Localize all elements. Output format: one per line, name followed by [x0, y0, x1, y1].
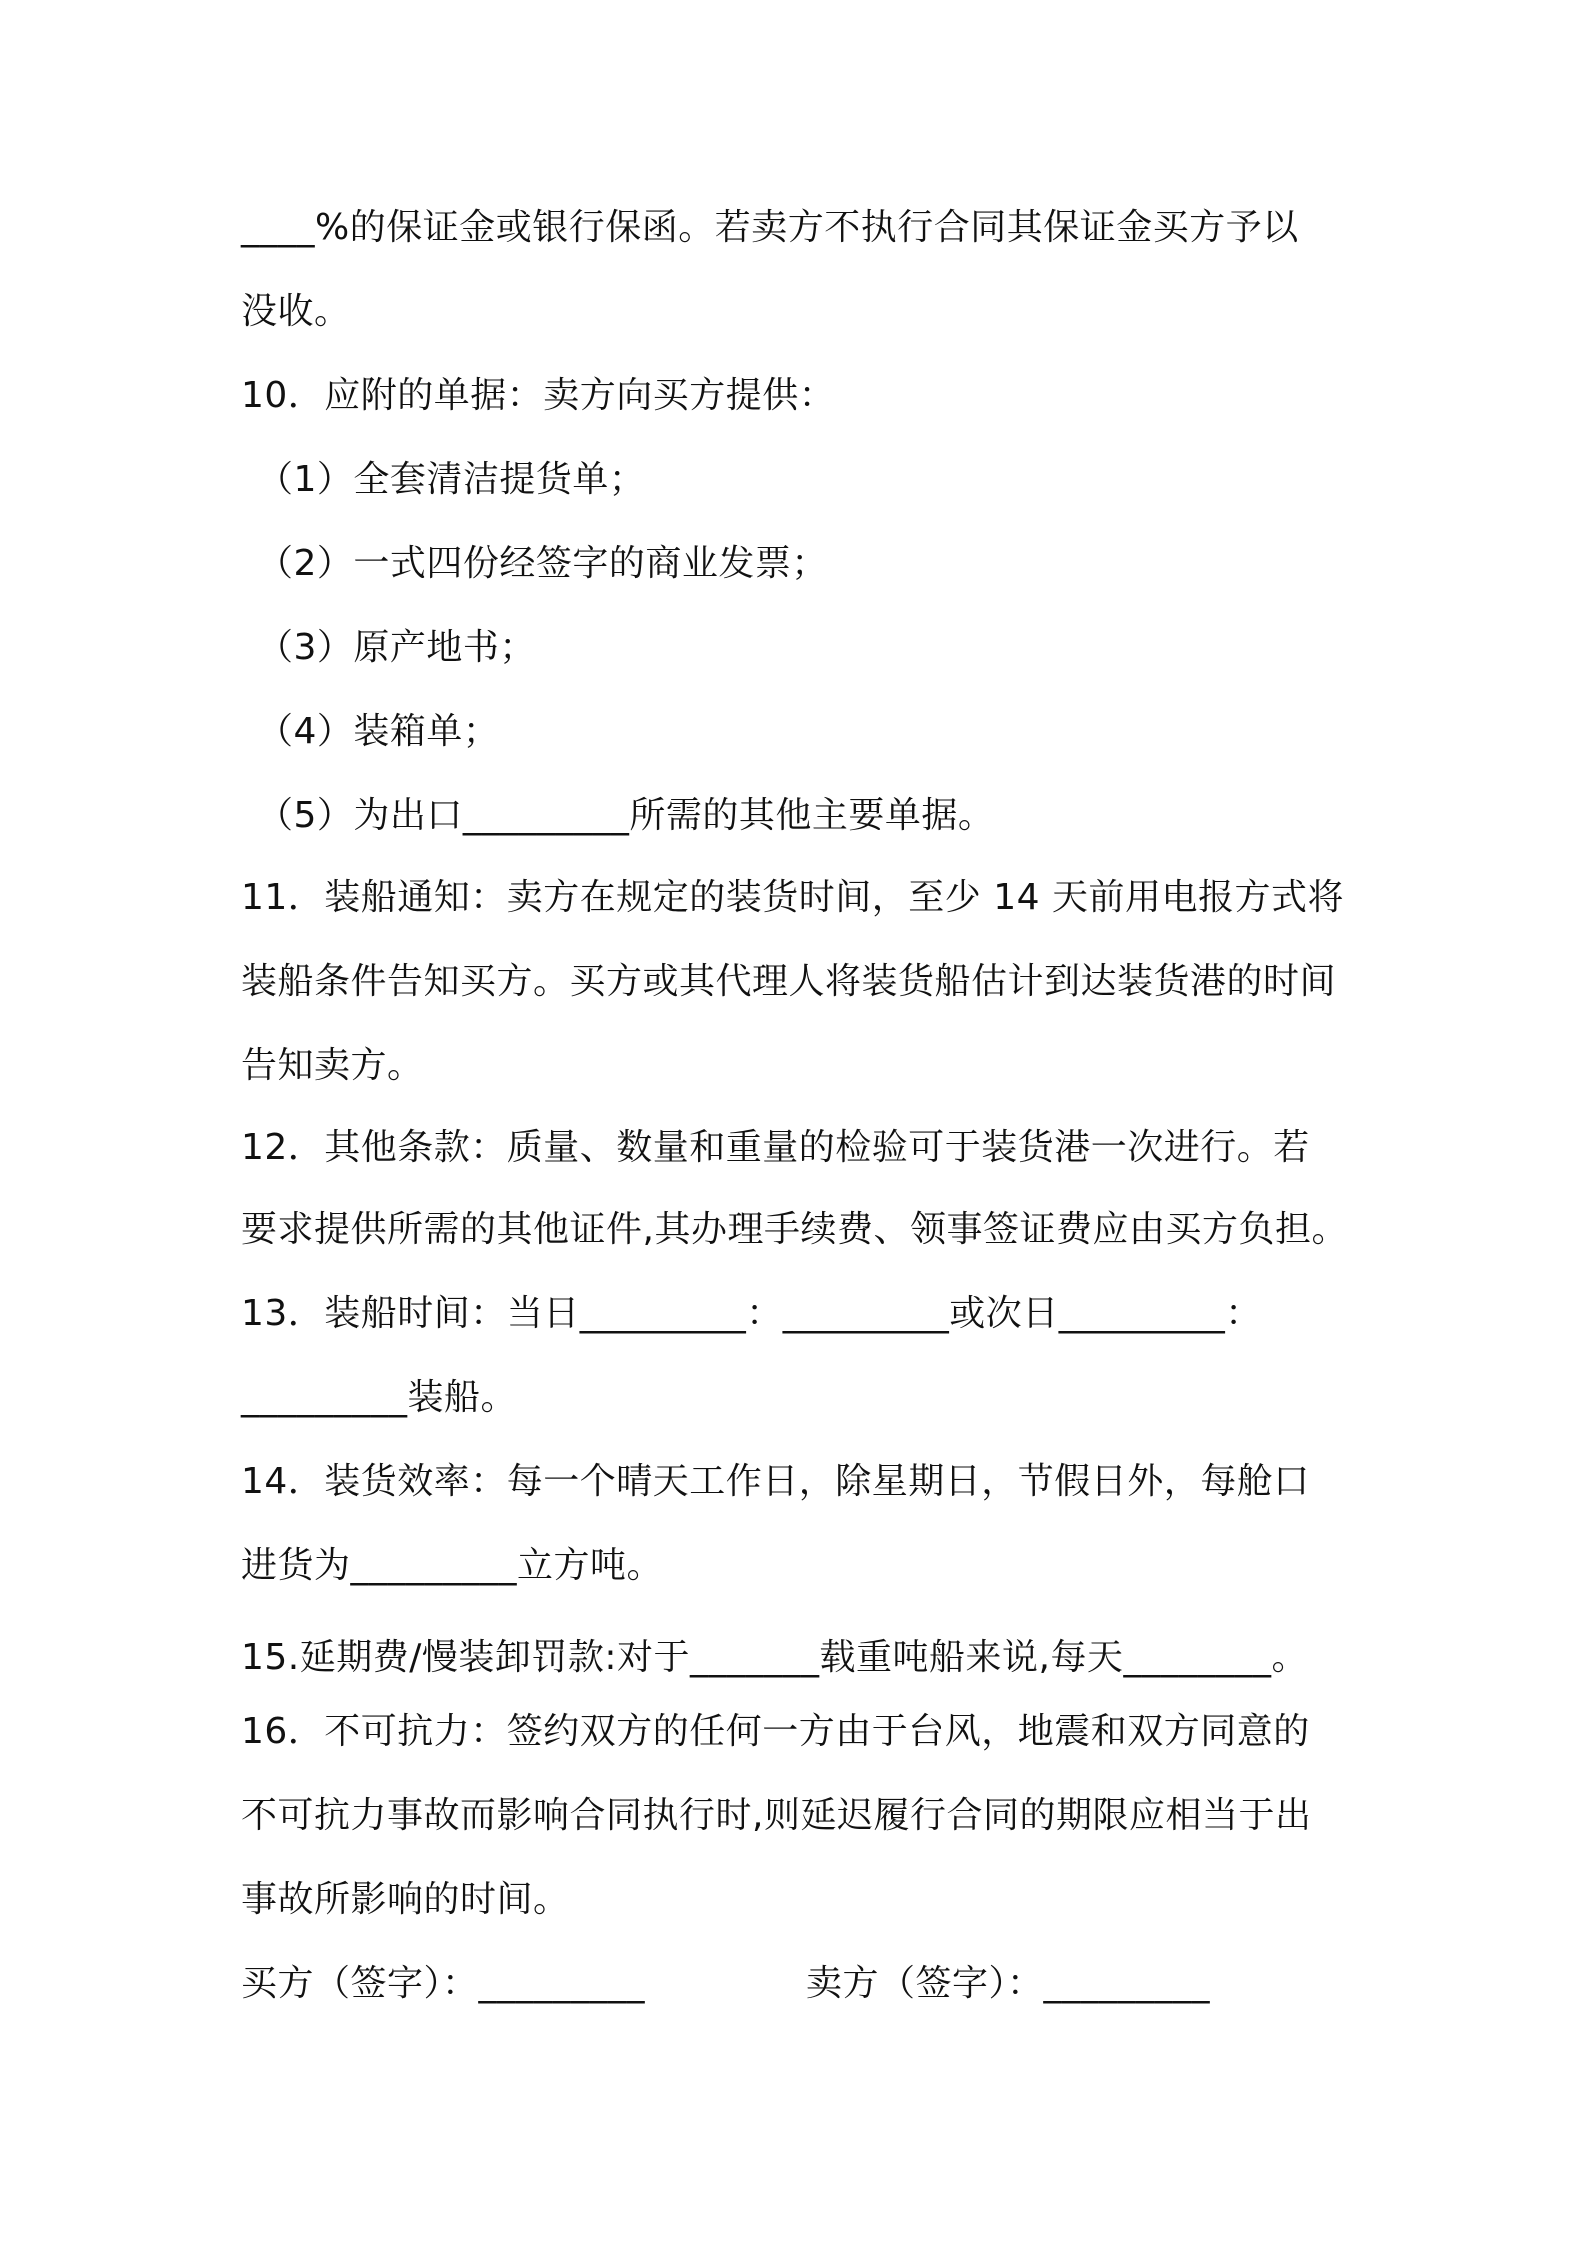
text-line: 没收。	[241, 291, 351, 332]
text-line: 要求提供所需的其他证件,其办理手续费、领事签证费应由买方负担。	[241, 1209, 1348, 1250]
list-item: （5）为出口_________所需的其他主要单据。	[257, 795, 995, 836]
list-item: （1）全套清洁提货单；	[257, 459, 646, 500]
seller-signature: 卖方（签字）：_________	[806, 1963, 1211, 2004]
buyer-signature: 买方（签字）：_________	[241, 1963, 646, 2004]
text-line: ____%的保证金或银行保函。若卖方不执行合同其保证金买方予以	[241, 207, 1299, 248]
text-line: _________装船。	[241, 1377, 518, 1418]
clause-10-heading: 10．应附的单据：卖方向买方提供：	[241, 375, 836, 416]
list-item: （3）原产地书；	[257, 627, 536, 668]
list-item: （4）装箱单；	[257, 711, 500, 752]
clause-15-heading: 15.延期费/慢装卸罚款:对于_______载重吨船来说,每天________。	[241, 1637, 1308, 1678]
text-line: 告知卖方。	[241, 1045, 424, 1086]
text-line: 事故所影响的时间。	[241, 1879, 570, 1920]
clause-16-heading: 16．不可抗力：签约双方的任何一方由于台风，地震和双方同意的	[241, 1711, 1310, 1752]
clause-12-heading: 12．其他条款：质量、数量和重量的检验可于装货港一次进行。若	[241, 1127, 1310, 1168]
list-item: （2）一式四份经签字的商业发票；	[257, 543, 828, 584]
clause-14-heading: 14．装货效率：每一个晴天工作日，除星期日，节假日外，每舱口	[241, 1461, 1310, 1502]
text-line: 装船条件告知买方。买方或其代理人将装货船估计到达装货港的时间	[241, 961, 1337, 1002]
text-line: 进货为_________立方吨。	[241, 1545, 664, 1586]
clause-11-heading: 11．装船通知：卖方在规定的装货时间，至少 14 天前用电报方式将	[241, 877, 1345, 918]
text-line: 不可抗力事故而影响合同执行时,则延迟履行合同的期限应相当于出	[241, 1795, 1312, 1836]
clause-13-heading: 13．装船时间：当日_________：_________或次日_________：	[241, 1293, 1262, 1334]
